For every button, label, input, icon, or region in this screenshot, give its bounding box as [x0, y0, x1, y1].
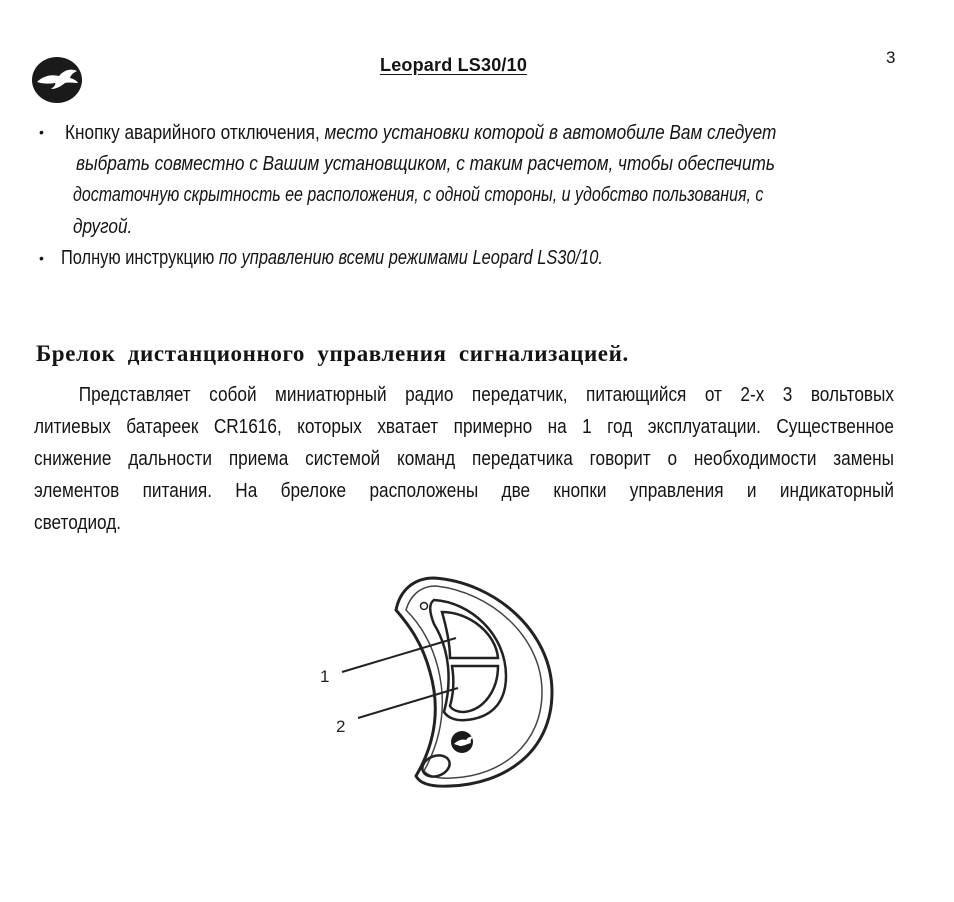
button-1: [442, 612, 498, 658]
bullet-2-line: [61, 247, 603, 270]
bullet-1-line-1: [65, 122, 776, 145]
page-number: 3: [886, 48, 896, 67]
bullet-1-italic-line-2: выбрать совместно с Вашим установщиком, с таким расчетом, чтобы обеспечить: [76, 153, 775, 175]
paragraph-line-5: светодиод.: [34, 512, 122, 534]
bullet-1-italic-line-4: другой.: [73, 216, 133, 238]
key-ring-hole: [421, 603, 428, 610]
key-fob-illustration: [310, 572, 570, 792]
callout-label-2: 2: [336, 717, 346, 736]
key-fob-body: [396, 578, 552, 786]
bullet-1-normal-text: Кнопку аварийного отключения,: [65, 122, 325, 144]
bullet-marker: •: [39, 124, 44, 140]
header-title: Leopard LS30/10: [380, 55, 528, 75]
bullet-marker: •: [39, 250, 44, 266]
section-title: Брелок дистанционного управления сигнализацией.: [36, 341, 629, 366]
callout-line-1: [342, 638, 456, 672]
paragraph-line-2: литиевых батареек CR1616, которых хватает примерно на 1 год эксплуатации. Существенное: [34, 416, 894, 438]
leopard-logo-icon: [31, 56, 83, 104]
paragraph-line-1: Представляет собой миниатюрный радио передатчик, питающийся от 2-х 3 вольтовых: [78, 384, 895, 406]
bullet-2-italic-text: по управлению всеми режимами Leopard LS30/10.: [218, 247, 603, 269]
bullet-2-normal-text: Полную инструкцию: [61, 247, 219, 269]
paragraph-line-4: элементов питания. На брелоке расположены две кнопки управления и индикаторный: [34, 480, 894, 502]
bullet-1-italic-line-1: место установки которой в автомобиле Вам следует: [324, 122, 777, 144]
bullet-1-italic-line-3: достаточную скрытность ее расположения, с одной стороны, и удобство пользования, с: [73, 184, 764, 206]
callout-label-1: 1: [320, 667, 330, 686]
paragraph-line-3: снижение дальности приема системой команд передатчика говорит о необходимости замены: [34, 448, 894, 470]
